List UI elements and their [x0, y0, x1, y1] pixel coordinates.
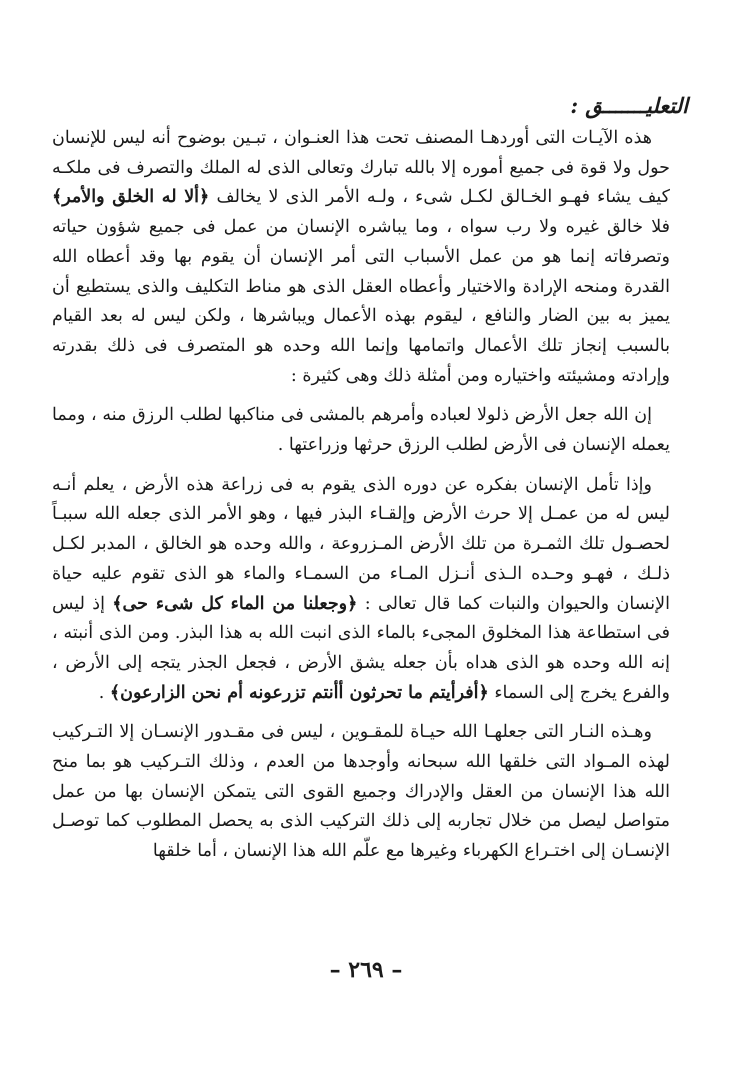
- paragraph: [52, 471, 670, 709]
- paragraph-text: وإذا تأمل الإنسان بفكره عن دوره الذى يقوم به فى زراعة هذه الأرض ، يعلم أنـه ليس له من عمـل إلا حرث الأرض وإلقـاء البذر فيها ، وهو الأمر الذى جعله الله سببـاً لحصـول تلك الثمـرة من تلك الأرض المـزروعة ، والله وحده هو الخالق ، المدبر لكـل ذلـك ، فهـو وحـده الـذى أنـزل المـاء من السمـاء والماء هو الذى تقوم عليه حياة الإنسان والحيوان والنبات كما قال تعالى :: [52, 474, 670, 614]
- section-heading: التعليـــــــق :: [570, 93, 688, 118]
- page-number: – ٢٦٩ –: [329, 957, 403, 983]
- paragraph: [52, 401, 670, 460]
- paragraph-text: إن الله جعل الأرض ذلولا لعباده وأمرهم بالمشى فى مناكبها لطلب الرزق منه ، ومما يعمله الإنسان فى الأرض لطلب الرزق حرثها وزراعتها .: [52, 405, 670, 456]
- paragraph-text: هذه الآيـات التى أوردهـا المصنف تحت هذا العنـوان ، تبـين بوضوح أنه ليس للإنسان حول ولا قوة فى جميع أموره إلا بالله تبارك وتعالى الذى له الملك والتصرف فى ملكـه كيف يشاء فهـو الخـالق لكـل شىء ، ولـه الأمر الذى لا يخالف: [52, 128, 671, 208]
- paragraph: [52, 124, 670, 391]
- quran-verse: ﴿أفرأيتم ما تحرثون أأنتم تزرعونه أم نحن الزارعون﴾: [109, 682, 489, 703]
- quran-verse: ﴿ألا له الخلق والأمر﴾: [52, 187, 210, 208]
- paragraph-text: إذ ليس فى استطاعة هذا المخلوق المجىء بالماء الذى انبت الله به هذا البذر. ومن الذى أنبته ، إنه الله وحده هو الذى هداه بأن جعله يشق الأرض ، فجعل الجذر يتجه إلى الأرض ، والفرع يخرج إلى السماء: [52, 593, 670, 703]
- text-block: [52, 88, 688, 867]
- paragraph: [52, 718, 670, 867]
- paragraphs: [52, 124, 670, 867]
- paragraph-text: .: [98, 682, 110, 703]
- paragraph-text: فلا خالق غيره ولا رب سواه ، وما يباشره الإنسان من عمل فى جميع شؤون حياته وتصرفاته إنما هو من عمل الأسباب التى أمر الإنسان أن يقوم بها وقد أعطاه الله القدرة ومنحه الإرادة والاختيار وأعطاه العقل الذى هو مناط التكليف والذى يستطيع أن يميز به بين الضار والنافع ، ليقوم بهذه الأعمال ويباشرها ، ولكن ليس له بعد القيام بالسبب إنجاز تلك الأعمال واتمامها وإنما الله وحده هو المتصرف فى ذلك بقدرته وإرادته ومشيئته واختياره ومن أمثلة ذلك وهى كثيرة :: [52, 217, 670, 386]
- quran-verse: ﴿وجعلنا من الماء كل شىء حى﴾: [112, 593, 358, 614]
- paragraph-text: وهـذه النـار التى جعلهـا الله حيـاة للمقـوين ، ليس فى مقـدور الإنسـان إلا التـركيب لهذه المـواد التى خلقها الله سبحانه وأوجدها من العدم ، وذلك التـركيب هو بما منح الله هذا الإنسان من العقل والإدراك وجميع القوى التى يتمكن الإنسان بها من عمل متواصل ليصل من خلال تجاربه إلى ذلك التركيب الذى به يحصل المطلوب كما توصـل الإنسـان إلى اختـراع الكهرباء وغيرها مع علّم الله هذا الإنسان ، أما خلقها: [52, 722, 670, 862]
